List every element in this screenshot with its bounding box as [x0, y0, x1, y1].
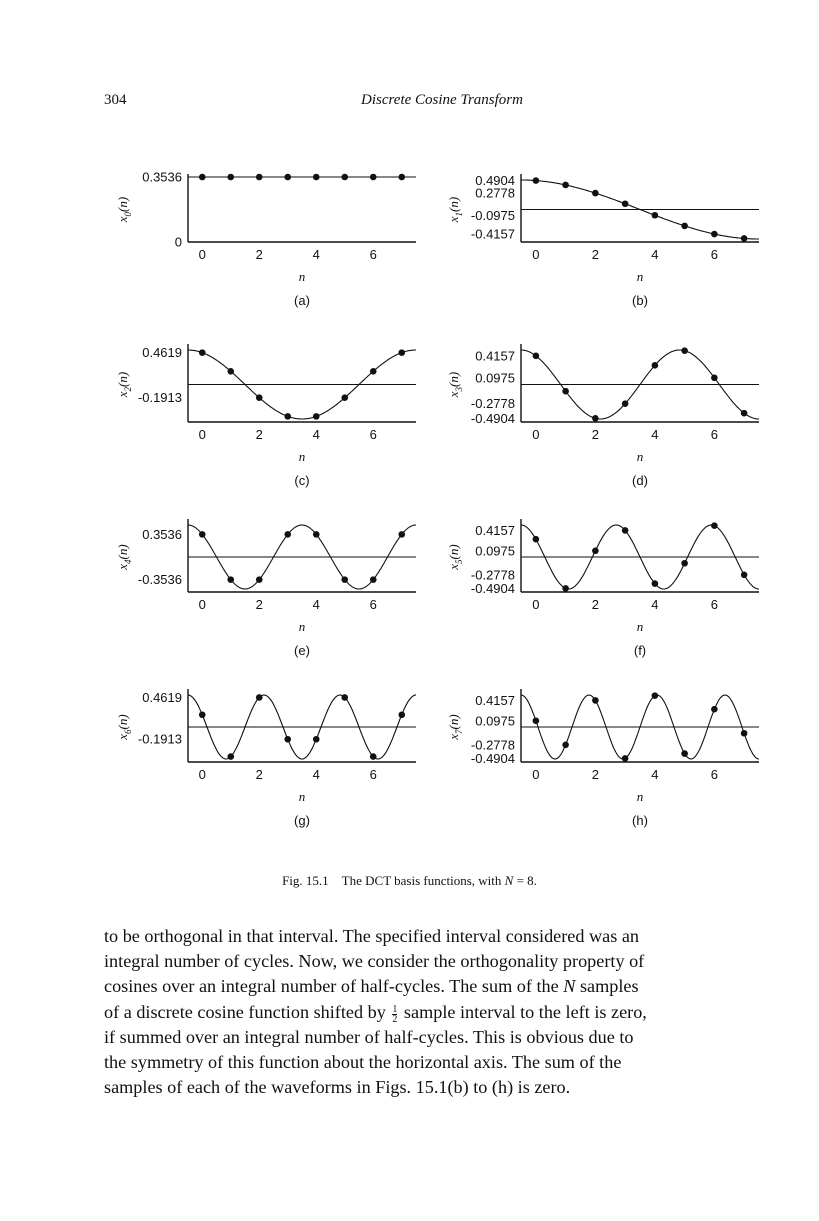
sample-point	[681, 347, 688, 354]
y-axis-label: $x_7(n)$	[446, 714, 464, 740]
y-tick-label: -0.4904	[470, 410, 515, 426]
y-axis-label: $x_3(n)$	[446, 371, 464, 398]
subplot-b	[433, 160, 763, 320]
x-tick-label: 0	[532, 427, 540, 442]
sample-point	[284, 736, 291, 743]
x-tick-label: 0	[198, 767, 206, 782]
sample-point	[533, 717, 540, 724]
sample-point	[370, 174, 377, 181]
sample-point	[199, 174, 206, 181]
body-line	[104, 1000, 754, 1025]
x-tick-label: 6	[710, 767, 718, 782]
sample-point	[741, 571, 748, 578]
subplot-e	[100, 505, 420, 670]
sample-point	[227, 368, 234, 375]
subplot-label: (h)	[632, 813, 648, 828]
sample-point	[741, 730, 748, 737]
y-tick-label: -0.2778	[470, 396, 515, 412]
subplot-d	[433, 330, 763, 500]
fraction-half	[392, 1005, 397, 1024]
sample-point	[284, 174, 291, 181]
x-axis-label: n	[298, 269, 306, 284]
subplot-label: (g)	[294, 813, 310, 828]
sample-point	[398, 531, 405, 538]
sample-point	[622, 527, 629, 534]
y-tick-label: 0.2778	[475, 185, 515, 201]
caption-text: The DCT basis functions, with	[341, 873, 502, 888]
x-tick-label: 4	[312, 767, 320, 782]
y-tick-label: 0.0975	[475, 370, 515, 386]
x-tick-label: 6	[369, 767, 377, 782]
x-tick-label: 4	[651, 427, 659, 442]
figure-number: Fig. 15.1	[282, 873, 329, 888]
y-tick-label: 0.4619	[142, 689, 182, 705]
y-tick-label: 0.4157	[475, 522, 515, 538]
body-line-4-end: sample interval to the left is zero,	[403, 1001, 647, 1022]
subplot-h	[433, 675, 763, 840]
sample-point	[341, 174, 348, 181]
frac-num: 1	[392, 1003, 398, 1015]
subplot-label: (a)	[294, 293, 310, 308]
x-tick-label: 0	[198, 597, 206, 612]
sample-point	[681, 750, 688, 757]
sample-point	[562, 741, 569, 748]
x-tick-label: 2	[591, 247, 599, 262]
y-tick-label: 0.3536	[142, 169, 182, 185]
x-tick-label: 0	[198, 427, 206, 442]
y-tick-label: 0.0975	[475, 543, 515, 559]
x-axis-label: n	[636, 269, 644, 284]
x-axis-label: n	[636, 449, 644, 464]
sample-point	[592, 697, 599, 704]
sample-point	[370, 753, 377, 760]
sample-point	[592, 415, 599, 422]
sample-point	[652, 692, 659, 699]
x-tick-label: 2	[255, 427, 263, 442]
body-line	[104, 974, 754, 999]
sample-point	[256, 694, 263, 701]
y-axis-label: $x_1(n)$	[446, 196, 464, 223]
body-line: the symmetry of this function about the horizontal axis. The sum of the	[104, 1052, 622, 1073]
x-tick-label: 4	[651, 247, 659, 262]
y-tick-label: 0.4157	[475, 348, 515, 364]
y-tick-label: -0.4904	[470, 580, 515, 596]
figure-caption	[0, 873, 819, 889]
sample-point	[652, 212, 659, 219]
sample-point	[398, 174, 405, 181]
sample-point	[227, 753, 234, 760]
sample-point	[341, 576, 348, 583]
x-tick-label: 6	[369, 427, 377, 442]
subplot-a	[100, 160, 420, 320]
sample-point	[533, 177, 540, 184]
x-tick-label: 6	[710, 427, 718, 442]
page-number: 304	[104, 92, 127, 108]
y-tick-label: -0.3536	[137, 572, 182, 588]
body-line: integral number of cycles. Now, we consider the orthogonality property of	[104, 951, 645, 972]
x-tick-label: 4	[312, 597, 320, 612]
sample-point	[199, 349, 206, 356]
body-line: samples of each of the waveforms in Figs. 15.1(b) to (h) is zero.	[104, 1077, 571, 1098]
y-tick-label: 0.4157	[475, 692, 515, 708]
sample-point	[562, 585, 569, 592]
y-tick-label: 0	[174, 234, 182, 250]
x-tick-label: 6	[369, 597, 377, 612]
sample-point	[592, 547, 599, 554]
sample-point	[227, 174, 234, 181]
y-tick-label: -0.0975	[470, 207, 515, 223]
sample-point	[256, 174, 263, 181]
y-axis-label: $x_6(n)$	[115, 714, 133, 740]
sample-point	[227, 576, 234, 583]
sample-point	[533, 353, 540, 360]
sample-point	[199, 711, 206, 718]
x-tick-label: 6	[369, 247, 377, 262]
sample-point	[533, 536, 540, 543]
x-tick-label: 4	[651, 597, 659, 612]
sample-point	[341, 694, 348, 701]
sample-point	[711, 231, 718, 238]
x-axis-label: n	[298, 619, 306, 634]
body-line-4: of a discrete cosine function shifted by	[104, 1001, 386, 1022]
body-paragraph	[104, 924, 754, 1100]
y-axis-label: $x_0(n)$	[115, 196, 133, 223]
sample-point	[370, 368, 377, 375]
y-tick-label: -0.2778	[470, 567, 515, 583]
x-tick-label: 6	[710, 247, 718, 262]
sample-point	[681, 223, 688, 230]
sample-point	[398, 711, 405, 718]
sample-point	[313, 736, 320, 743]
x-tick-label: 2	[591, 597, 599, 612]
subplot-label: (e)	[294, 643, 310, 658]
body-line-3: cosines over an integral number of half-cycles. The sum of the	[104, 976, 559, 997]
sample-point	[741, 410, 748, 417]
x-tick-label: 0	[532, 247, 540, 262]
sample-point	[256, 576, 263, 583]
y-tick-label: -0.1913	[137, 731, 182, 747]
sample-point	[341, 394, 348, 401]
sample-point	[652, 580, 659, 587]
body-line-3-end: samples	[579, 976, 639, 997]
y-axis-label: $x_2(n)$	[115, 371, 133, 398]
sample-point	[711, 706, 718, 713]
sample-point	[592, 190, 599, 197]
sample-point	[313, 413, 320, 420]
y-tick-label: -0.4904	[470, 750, 515, 766]
x-axis-label: n	[636, 619, 644, 634]
y-axis-label: $x_4(n)$	[115, 544, 133, 570]
x-axis-label: n	[298, 449, 306, 464]
sample-point	[284, 531, 291, 538]
frac-den: 2	[392, 1013, 398, 1025]
subplot-label: (f)	[633, 643, 647, 658]
sample-point	[562, 388, 569, 395]
caption-end: = 8.	[516, 873, 537, 888]
body-line: to be orthogonal in that interval. The specified interval considered was an	[104, 926, 640, 946]
sample-point	[313, 531, 320, 538]
sample-point	[652, 362, 659, 369]
subplot-f	[433, 505, 763, 670]
sample-point	[313, 174, 320, 181]
subplot-label: (b)	[632, 293, 648, 308]
sample-point	[711, 374, 718, 381]
sample-point	[622, 755, 629, 762]
sample-point	[199, 531, 206, 538]
sample-point	[256, 394, 263, 401]
y-tick-label: -0.1913	[137, 390, 182, 406]
sample-point	[622, 200, 629, 207]
x-tick-label: 2	[255, 247, 263, 262]
y-axis-label: $x_5(n)$	[446, 544, 464, 570]
x-tick-label: 0	[198, 247, 206, 262]
subplot-c	[100, 330, 420, 500]
subplot-label: (d)	[632, 473, 648, 488]
x-tick-label: 4	[312, 427, 320, 442]
x-tick-label: 4	[651, 767, 659, 782]
x-tick-label: 0	[532, 767, 540, 782]
x-tick-label: 0	[532, 597, 540, 612]
body-line: if summed over an integral number of half-cycles. This is obvious due to	[104, 1026, 634, 1047]
running-title: Discrete Cosine Transform	[361, 92, 523, 108]
x-axis-label: n	[636, 789, 644, 804]
subplot-label: (c)	[294, 473, 310, 488]
sample-point	[562, 182, 569, 189]
x-tick-label: 2	[591, 427, 599, 442]
subplot-g	[100, 675, 420, 840]
x-tick-label: 2	[591, 767, 599, 782]
x-tick-label: 6	[710, 597, 718, 612]
body-var-n: N	[563, 976, 576, 997]
x-tick-label: 2	[255, 767, 263, 782]
sample-point	[711, 522, 718, 529]
y-tick-label: 0.3536	[142, 526, 182, 542]
sample-point	[622, 400, 629, 407]
y-tick-label: 0.4904	[475, 173, 515, 189]
x-tick-label: 4	[312, 247, 320, 262]
y-tick-label: 0.0975	[475, 713, 515, 729]
caption-var: N	[504, 873, 514, 888]
x-tick-label: 2	[255, 597, 263, 612]
sample-point	[741, 235, 748, 242]
sample-point	[398, 349, 405, 356]
sample-point	[370, 576, 377, 583]
sample-point	[681, 560, 688, 567]
x-axis-label: n	[298, 789, 306, 804]
sample-point	[284, 413, 291, 420]
y-tick-label: -0.4157	[470, 226, 515, 242]
y-tick-label: 0.4619	[142, 345, 182, 361]
y-tick-label: -0.2778	[470, 737, 515, 753]
